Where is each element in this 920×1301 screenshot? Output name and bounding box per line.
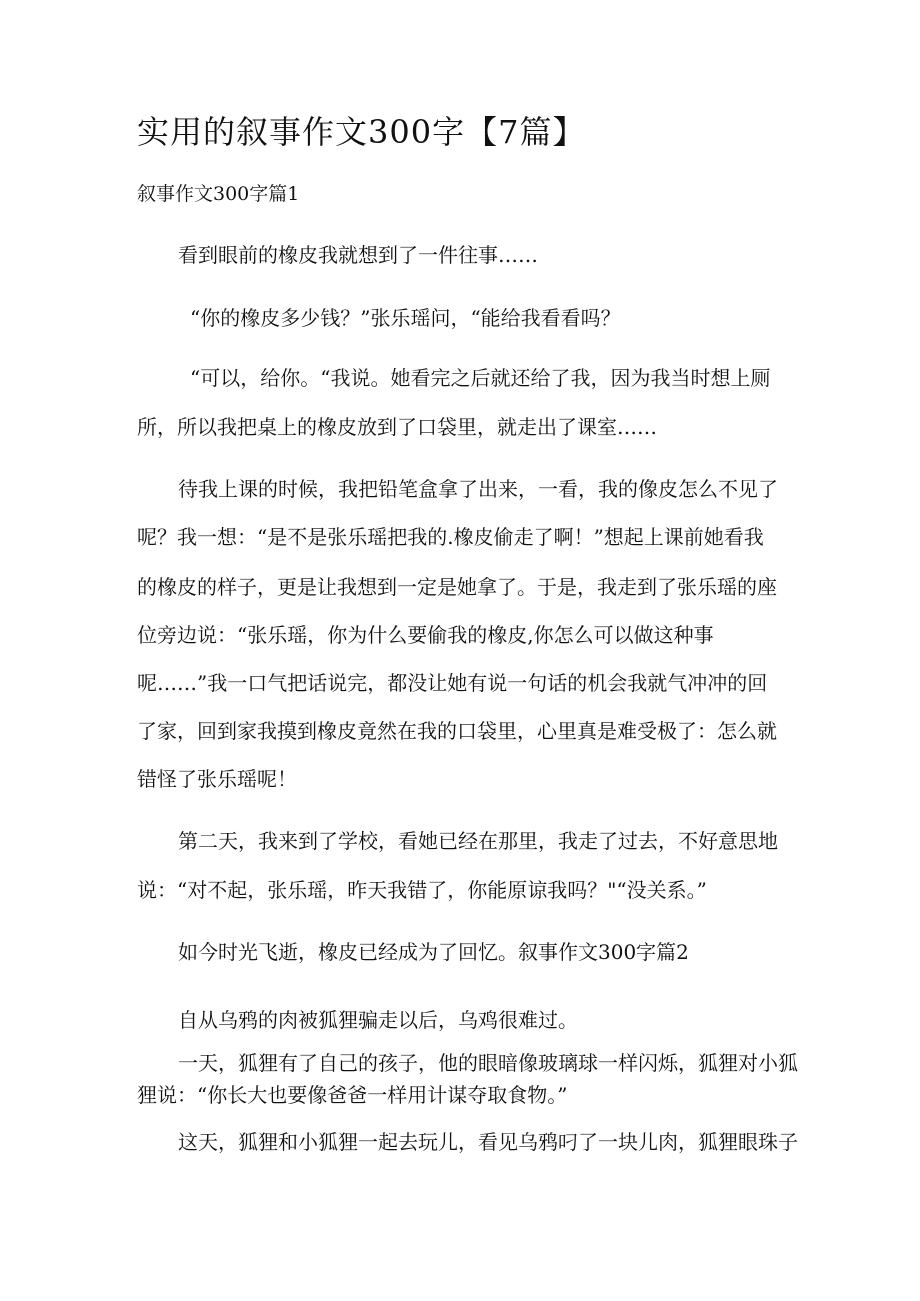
text-line: 待我上课的时候，我把铅笔盒拿了出来，一看，我的像皮怎么不见了 (178, 477, 778, 501)
text-line: 自从乌鸦的肉被狐狸骗走以后，乌鸡很难过。 (178, 1008, 578, 1032)
text-line: 狸说：“你长大也要像爸爸一样用计谋夺取食物。” (137, 1083, 568, 1107)
text-line: 一天，狐狸有了自己的孩子，他的眼暗像玻璃球一样闪烁，狐狸对小狐 (178, 1051, 798, 1075)
text-line: 这天，狐狸和小狐狸一起去玩儿，看见乌鸦叼了一块儿肉，狐狸眼珠子 (178, 1130, 798, 1154)
text-line: 呢？我一想：“是不是张乐瑶把我的.橡皮偷走了啊！”想起上课前她看我 (137, 525, 764, 549)
text-line: “可以，给你。“我说。她看完之后就还给了我，因为我当时想上厕 (190, 366, 771, 390)
text-line: 说：“对不起，张乐瑶，昨天我错了，你能原谅我吗？"“没关系。” (137, 878, 707, 902)
text-line: 的橡皮的样子，更是让我想到一定是她拿了。于是，我走到了张乐瑶的座 (137, 575, 777, 599)
text-line: 位旁边说：“张乐瑶，你为什么要偷我的橡皮,你怎么可以做这种事 (137, 623, 714, 647)
document-title: 实用的叙事作文300字【7篇】 (137, 113, 586, 151)
text-line: 了家，回到家我摸到橡皮竟然在我的口袋里，心里真是难受极了：怎么就 (137, 719, 777, 743)
text-line: 所，所以我把桌上的橡皮放到了口袋里，就走出了课室…… (137, 415, 657, 439)
text-line: 呢……”我一口气把话说完，都没让她有说一句话的机会我就气冲冲的回 (137, 671, 768, 695)
text-line: 看到眼前的橡皮我就想到了一件往事…… (178, 243, 538, 267)
text-line: “你的橡皮多少钱？”张乐瑶问，“能给我看看吗？ (190, 306, 621, 330)
text-line: 错怪了张乐瑶呢！ (137, 767, 297, 791)
text-line: 第二天，我来到了学校，看她已经在那里，我走了过去，不好意思地 (178, 829, 778, 853)
text-line: 如今时光飞逝，橡皮已经成为了回忆。叙事作文300字篇2 (178, 940, 689, 964)
section-heading: 叙事作文300字篇1 (137, 183, 300, 205)
